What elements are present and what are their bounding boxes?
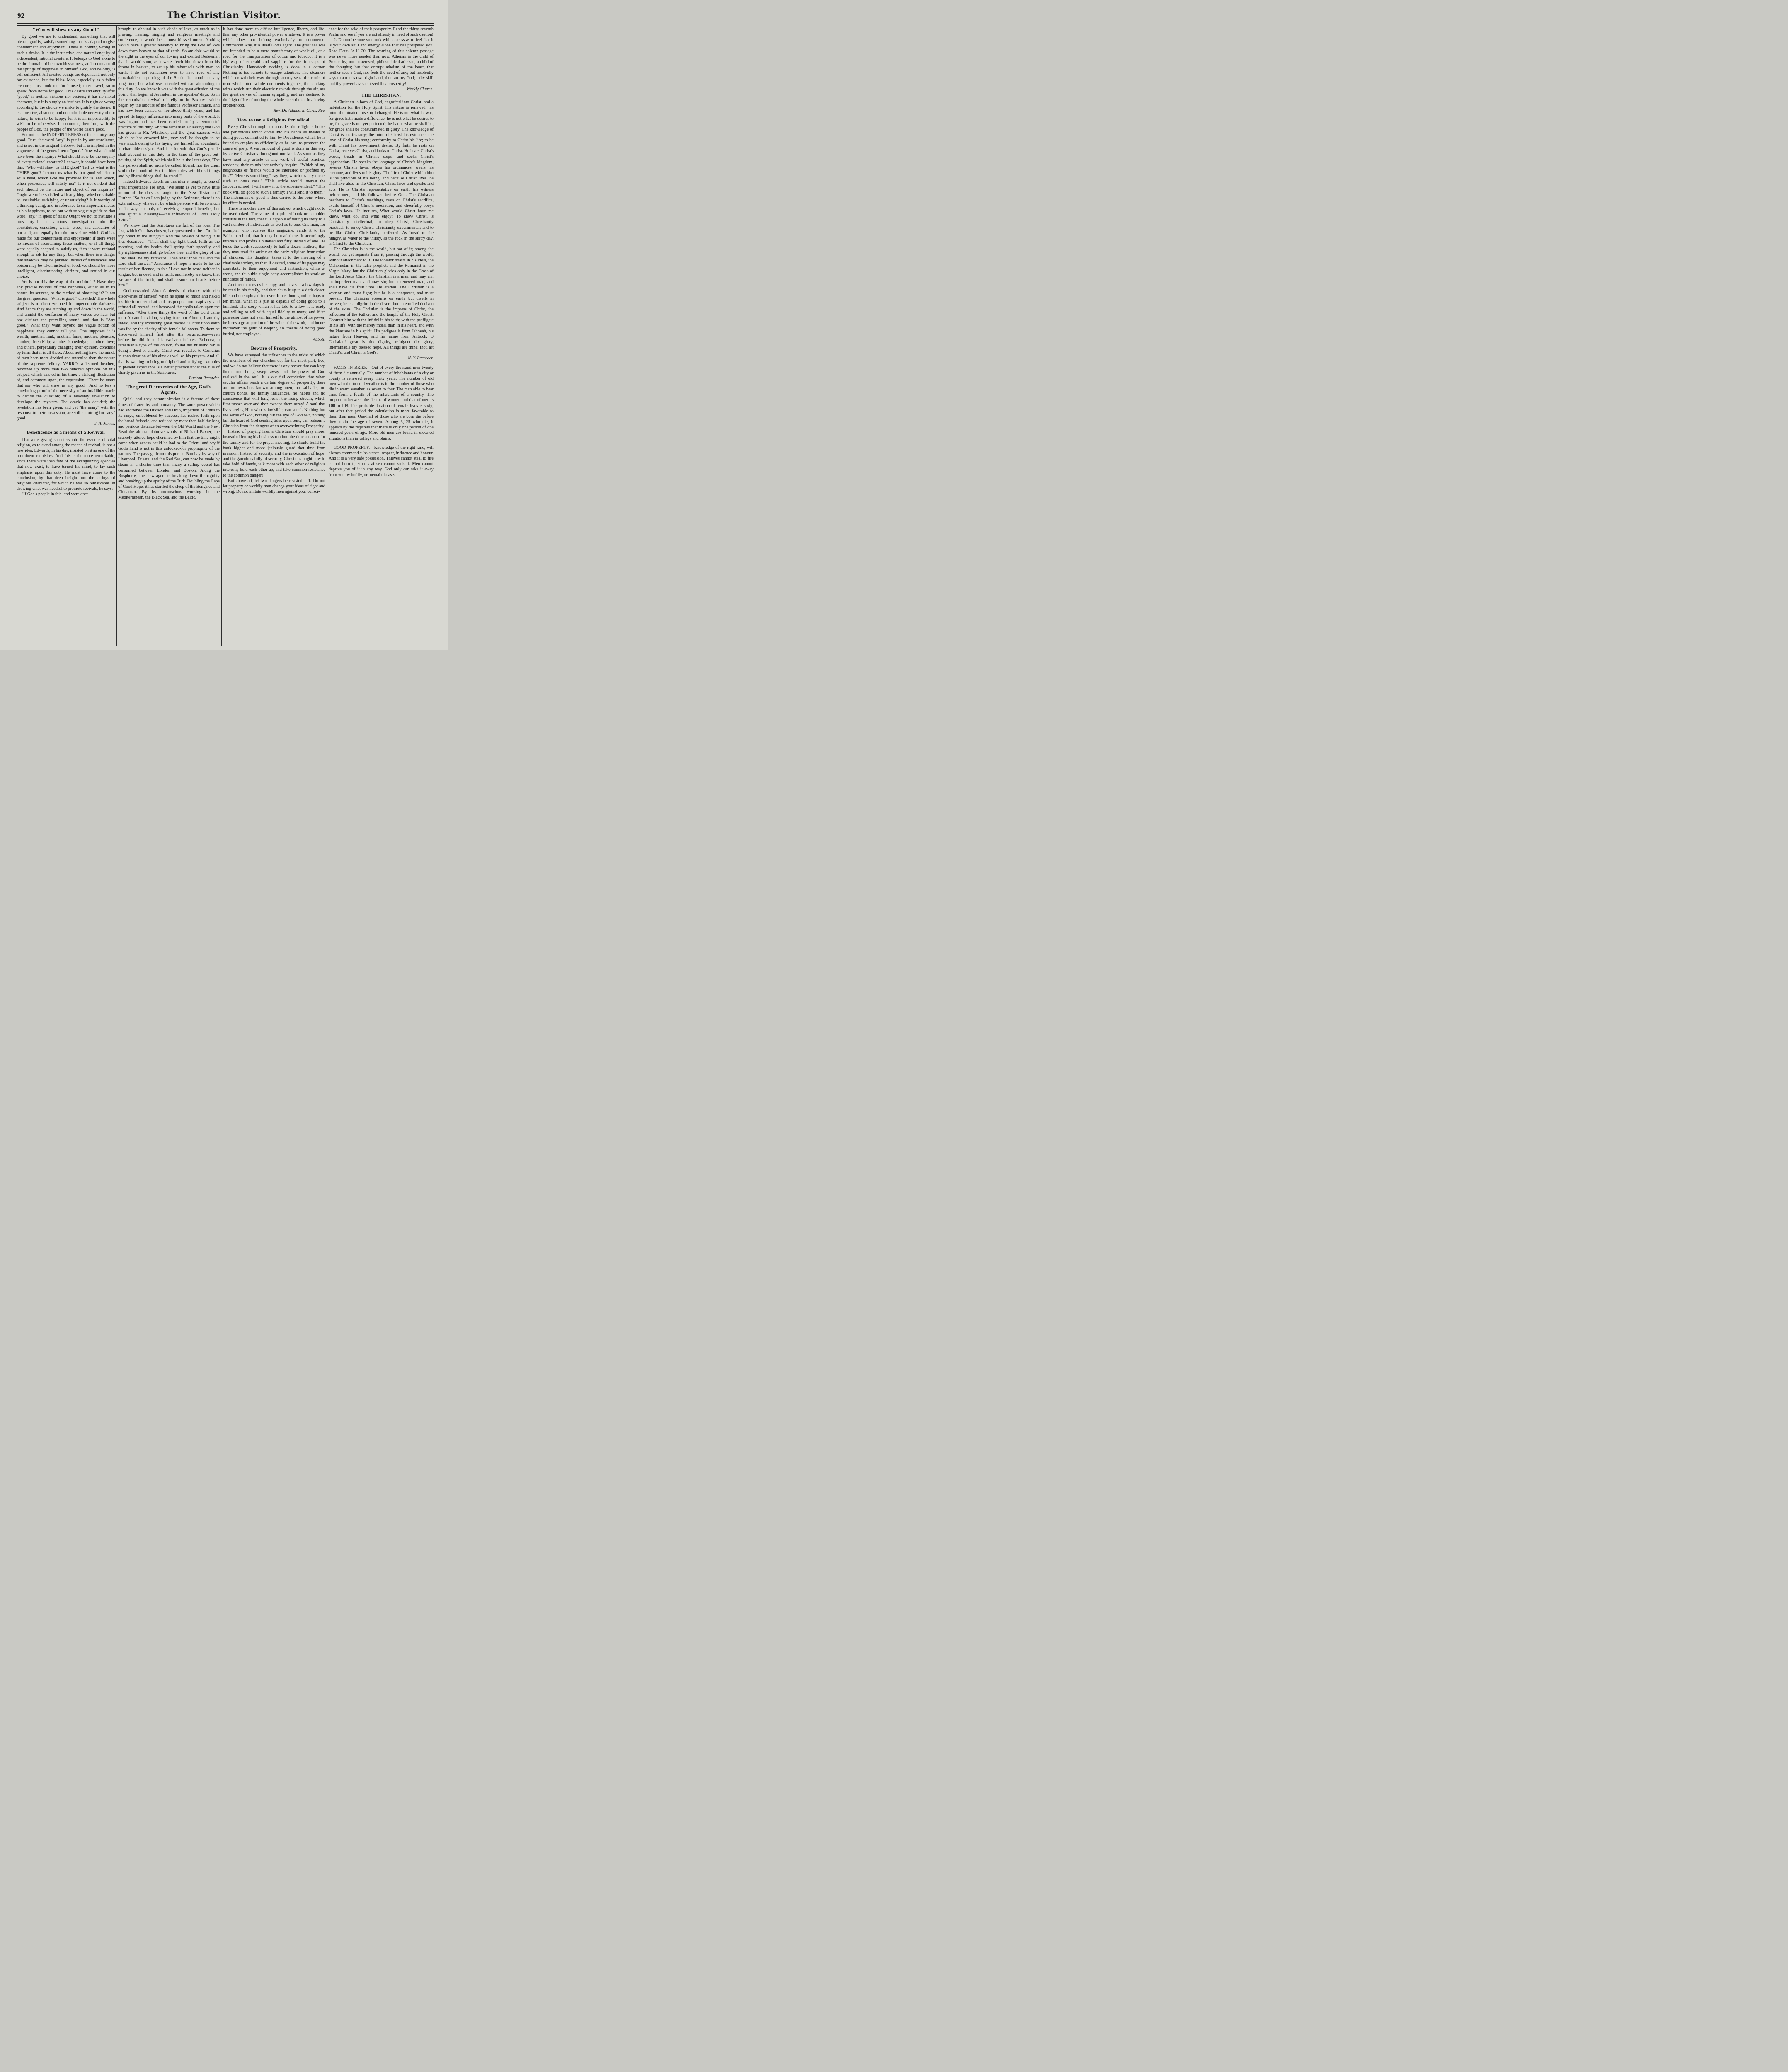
paragraph: There is another view of this subject which ought not to be overlooked. The value of a printed book or pamphlet consists in the fact, that it is capable of telling its story to a vast number of individuals as well as to one. One man, for example, who receives this magazine, sends it to the Sabbath school, that it may be read there. It accordingly interests and profits a hundred and fifty, instead of one. He lends the work successively to half a dozen mothers, that they may read the article on the early religious instruction of children. His daughter takes it to the meeting of a charitable society, so that, if desired, some of its pages may contribute to their enjoyment and instruction, while at work, and thus this single copy accomplishes its work on hundreds of minds. [223,206,325,282]
paragraph: Every Christian ought to consider the religious books and periodicals which come into his hands as means of doing good, committed to him by Providence, which he is bound to employ as efficiently as he can, to promote the cause of piety. A vast amount of good is done in this way by active Christians throughout our land. As soon as they have read any article or any work of useful practical tendency, their minds instinctively inquire, "Which of my neighbours or friends would be interested or profited by this?" "Here is something," say they, which exactly meets such an one's case." "This article would interest the Sabbath school; I will show it to the superintendent." "This book will do good to such a family; I will lend it to them." The instrument of good is thus carried to the point where its effect is needed. [223,124,325,206]
column-2 [118,27,220,645]
article-title-beneficence: Beneficence as a means of a Revival. [27,430,105,436]
article-separator [138,382,199,383]
article-signature: J. A. James. [94,421,115,426]
page-number: 92 [17,12,24,19]
paragraph: By good we are to understand, something that will please, gratify, satisfy: something that is adapted to give contentment and enjoyment. There is nothing wrong in such a desire. It is the instinctive, and natural enquiry of a dependent, rational creature. It belongs to God alone to be the fountain of his own blessedness, and to contain all the springs of happiness in himself. God, and he only, is self-sufficient. All created beings are dependent, not only for existence, but for bliss. Man, especially as a fallen creature, must look out for himself; must travel, so to speak, from home for good. This desire and enquiry after "good," is neither virtuous nor vicious; it has no moral character, but it is simply an instinct. It is right or wrong according to the choice we make to gratify the desire. It is a positive, absolute, and uncontrolable necessity of our nature, to wish to be happy; for it is an impossibility to wish to be otherwise. In common, therefore, with the people of God, the people of the world desire good. [17,34,115,132]
paragraph: But notice the INDEFINITENESS of the enquiry: any good. True, the word "any" is put in by our translators, and is not in the original Hebrew: but it is implied in the vagueness of the general term "good." Now what should have been the inquiry? What should now be the enquiry of every rational creature? I answer, it should have been this, "Who will shew us THE good? Tell us what is the CHIEF good? Instruct us what is that good which our souls need, which God has provided for us, and which, when possessed, will satisfy us?" Is it not evident that such should be the nature and object of our inquiries? Ought we to be satisfied with anything, whether suitable or unsuitable; satisfying or unsatisfying? Is it worthy of a thinking being, and in reference to so important matter as his happiness, to set out with so vague a guide as that word "any," in quest of bliss? Ought we not to institute a most rigid and anxious investigation into the constitution, condition, wants, woes, and capacities of our soul; and equally into the provisions which God has made for our contentment and enjoyment? If there were no means of ascertaining these matters, or if all things were equally adapted to satisfy us, then it were rational enough to ask for any thing: but when there is a danger that shadows may be pursued instead of substances; and poison may be taken instead of food, we should be more intelligent, discriminating, definite, and settled in our choice. [17,132,115,279]
column-3 [223,27,325,645]
paragraph: Instead of praying less, a Christian should pray more; instead of letting his business run into the time set apart for the family and for the prayer meeting, he should build the bank higher and more jealously guard that time from invasion. Instead of security, and the intoxication of hope, and the garrulous folly of security, Christians ought now to take hold of hands, talk more with each other of religious interests; hold each other up, and take common resistance to the common danger! [223,429,325,478]
paragraph: We know that the Scriptures are full of this idea. The fast, which God has chosen, is represented to be—"to deal thy bread to the hungry." And the reward of doing it is thus described—"Then shall thy light break forth as the morning, and thy health shall spring forth speedily, and thy righteousness shall go before thee, and the glory of the Lord shall be thy rereward. Then shalt thou call and the Lord shall answer." Assurance of hope is made to be the result of benificence, in this "Love not in word neither in tongue, but in deed and in truth; and hereby we know, that we are of the truth, and shall assure our hearts before him." [118,223,220,288]
article-signature: Abbott. [313,337,325,342]
paragraph: That alms-giving so enters into the essence of vital religion, as to stand among the means of revival, is not a new idea. Edwards, in his day, insisted on it as one of the prominent requisites. And this is the more remarkable, since there were then few of the evangelizing agencies that now exist, to have turned his mind, to lay such emphasis upon this duty. He must have come to the conclusion, by that deep insight into the springs of religious character, for which he was so remarkable. In showing what was needful to promote revivals, he says: [17,437,115,491]
column-4 [329,27,434,645]
paragraph: it has done more to diffuse intelligence, liberty, and life, than any other providential power whatever. It is a power which does not belong exclusively to commerce. Commerce! why, it is itself God's agent. The great sea was not intended to be a mere manufactory of whale-oil, or a road for the transportation of cotton and tobacco. It is a highway of emerald and sapphire for the footsteps of Christianity. Henceforth nothing is done in a corner. Nothing is too remote to escape attention. The steamers which crowd their way through stormy seas, the roads of iron which bind whole continents together, the clicking wires which run their electric network through the air, are the great nerves of human sympathy, and are destined to the high office of uniting the whole race of man in a loving brotherhood. [223,27,325,108]
paragraph: The Christian is in the world, but not of it; among the world, but yet separate from it; passing through the world, without attachment to it. The idolator boasts in his idols, the Mahometan in the false prophet, and the Romanist in the Virgin Mary, but the Christian glories only in the Cross of the Lord Jesus Christ, the Christian is a man, and may err; an imperfect man, and may sin; but a renewed man, and shall have his fruit unto life eternal. The Christian is a warrior, and must fight; but he is a conqueror, and must prevail. The Christian sojourns on earth, but dwells in heaven; he is a pilgrim in the desert, but an enrolled denizen of the skies. The Christian is the impress of Christ, the reflection of the Father, and the temple of the Holy Ghost. Contrast him with the infidel in his faith; with the profligate in his life; with the merely moral man in his heart, and with the Pharisee in his spirit. His pedigree is from Jehovah, his nature from Heaven, and his name from Antioch. O Christian! great is thy dignity, refulgent thy glory, interminable thy blessed hope. All things are thine; thou art Christ's, and Christ is God's. [329,247,434,356]
paragraph: brought to abound in such deeds of love, as much as in praying, hearing, singing and religious meetings and conference, it would be a most blessed omen. Nothing would have a greater tendency to bring the God of love down from heaven to that of earth. So amiable would be the sight in the eyes of our loving and exalted Redeemer, that it would soon, as it were, fetch him down from his throne in heaven, to set up his tabernacle with men on earth. I do not remember ever to have read of any remarkable out-pouring of the Spirit, that continued any long time, but what was attended with an abounding in this duty. So we know it was with the great effusion of the Spirit, that begun at Jerusalem in the apostles' days. So in the remarkable revival of religion in Saxony—which began by the labours of the famous Professor Franck, and has now been carried on for above thirty years, and has spread its happy influence into many parts of the world. It was begun and has been carried on by a wonderful practice of this duty. And the remarkable blessing that God has given to Mr. Whitfield, and the great success with which he has crowned him, may well be thought to be very much owing to his laying out himself so abundantly in charitable designs. And it is foretold that God's people shall abound in this duty in the time of the great out-pouring of the Spirit, which shall be in the latter days, 'The vile person shall no more be called liberal, nor the churl said to be bountiful. But the liberal deviseth liberal things and by liberal things shall he stand.'" [118,27,220,179]
paragraph: 2. Do not become so drunk with success as to feel that it is your own skill and energy alone that has prospered you. Read Deut. 8: 11-20. The warning of this solemn passage was never more needed than now. Atheism is the child of Prosperity; not an avowed, philosophical atheism, a child of the thoughts; but that corrupt atheism of the heart, that neither sees a God, nor feels the need of any; but insolently says to a man's own right hand, thou art my God;—thy skill and thy power have achieved this prosperity! [329,38,434,86]
paragraph: Indeed Edwards dwells on this idea at length, as one of great importance. He says, "We seem as yet to have little notion of the duty as taught in the New Testament." Further, "So far as I can judge by the Scripture, there is no external duty whatever, by which persons will be so much in the way, not only of receiving temporal benefits, but also spiritual blessings—the influences of God's Holy Spirit." [118,179,220,223]
column-1 [17,27,115,645]
newspaper-page [0,0,448,650]
paragraph: Quick and easy communication is a feature of these times of fraternity and humanity. The same power which had shortened the Hudson and Ohio, impatient of limits to its range, emboldened by success, has rushed forth upon the broad Atlantic, and reduced by more than half the long and perilous distance between the Old World and the New. Read the almost plaintive words of Richard Baxter; the scarcely-uttered hope cherished by him that the time might come when access could be had to the Orient, and say if God's hand is not in this unlooked-for propinquity of the nations. The passage from this port to Bombay by way of Liverpool, Trieste, and the Red Sea, can now be made by steam in a shorter time than many a sailing vessel has consumed between London and Boston. Along the Bosphorus, this new agent is breaking down the rigidity and breaking up the apathy of the Turk. Doubling the Cape of Good Hope, it has startled the sleep of the Bengalee and Chinaman. By its unconscious working in the Mediterranean, the Black Sea, and the Baltic, [118,397,220,500]
paragraph: God rewarded Abram's deeds of charity with rich discoveries of himself, when he spent so much and risked his life to redeem Lot and his people from captivity, and refused all reward, and bestowed the spoils taken upon the sufferers. "After these things the word of the Lord came unto Abram in vision, saying fear not Abram; I am thy shield, and thy exceeding great reward." Christ upon earth was fed by the charity of his female followers. To them he discovered himself first after the resurrection—even before he did it to his twelve disciples. Rebecca, a remarkable type of the church, found her husband while doing a deed of charity. Christ was revealed to Cornelius in consideration of his alms as well as his prayers. And all that is wanting to bring multiplied and edifying examples in present experience is a better practice under the rule of charity given us in the Scriptures. [118,288,220,375]
article-title-who-will-shew: "Who will shew us any Good!" [32,27,99,32]
header-rule-thin [17,25,434,26]
paragraph-facts-in-brief: FACTS IN BRIEF.—Out of every thousand men twenty of them die annually. The number of inhabitants of a city or county is renewed every thirty years. The number of old men who die in cold weather is to the number of those who die in warm weather, as seven to four. The men able to bear arms form a fourth of the inhabitants of a country. The proportion between the deaths of women and that of men is 100 to 108. The probable duration of female lives is sixty; but after that period the calculation is more favorable to them than men. One-half of those who are born die before they attain the age of seven. Among 3,125 who die, it appears by the registers that there is only one person of one hundred years of age. More old men are found in elevated situations than in valleys and plains. [329,365,434,441]
page-header [17,9,431,24]
header-rule [17,23,434,24]
article-signature: Weekly Church. [406,87,434,92]
paragraph: "If God's people in this land were once [22,492,89,497]
article-title-religious-periodical: How to use a Religious Periodical. [237,117,311,123]
article-title-beware-prosperity: Beware of Prosperity. [251,346,298,351]
paragraph: ence for the sake of their prosperity. Read the thirty-seventh Psalm and see if you are not already in need of such caution! [329,27,434,37]
column-divider [221,26,222,646]
paragraph-good-property: GOOD PROPERTY.—Knowledge of the right kind, will always command subsistence, respect, influence and honour. And it is a very safe possession. Thieves cannot steal it; fire cannot burn it; storms at sea cannot sink it. Men cannot deprive you of it in any way. God only can take it away from you by bodily, or mental disease. [329,445,434,477]
masthead-title: The Christian Visitor. [167,10,281,21]
paragraph: Yet is not this the way of the multitude? Have they any precise notions of true happiness, either as to its nature, its sources, or the method of obtaining it? Is not the great question, "What is good," unsettled? The whole subject is to them wrapped in impenetrable darkness. And hence they are running up and down in the world, and amidst the confusion of many voices we hear but one distinct and prevailing sound, and that is "Any good." What they want beyond the vague notion of happiness, they cannot tell you. One supposes it is wealth; another, rank; another, fame; another, pleasure; another, friendship; another knowledge; another, love; and others, perpetually changing their opinion, conclude by turns that it is all these. About nothing have the minds of men been more divided and unsettled than the nature of the supreme felicity. VARRO, a learned heathen, reckoned up more than two hundred opinions on this subject, which existed in his time: a striking illustration of, and comment upon, the expression, "There be many that say who will shew us any good." And no less a convincing proof of the necessity of an infallible oracle to decide the question; of a heavenly revelation to develope the mystery. The oracle has decided; the revelation has been given, and yet "the many" with the response in their possession, are still enquiring for "any" good. [17,280,115,421]
paragraph: We have surveyed the influences in the midst of which the members of our churches do, for the most part, live, and we do not believe that there is any power that can keep them from being swept away, but the power of God realized in the soul. It is our full conviction that when secular affairs reach a certain degree of prosperity, there are no restraints known among men, no sabbaths, no church bonds, no family influences, no habits and no conscience that will long resist the rising stream, which first rushes over and then sweeps them away! A soul that lives seeing Him who is invisible, can stand. Nothing but the sense of God, nothing but the eye of God felt, nothing but the heart of God sending tides upon ours, can redeem a Christian from the dangers of an overwhelming Prosperity. [223,353,325,429]
column-divider [116,26,117,646]
paragraph: A Christian is born of God, engrafted into Christ, and a habitation for the Holy Spirit. His nature is renewed, his mind illuminated, his spirit changed. He is not what he was, for grace hath made a difference; he is not what he desires to be, for grace is not yet perfected; he is not what he shall be, for grace shall be consummated in glory. The knowledge of Christ is his treasury; the mind of Christ his evidence; the love of Christ his song; conformity to Christ his life; to be with Christ his pre-eminent desire. By faith he rests on Christ, receives Christ, and looks to Christ. He hears Christ's words, treads in Christ's steps, and seeks Christ's approbation. He speaks the language of Christ's kingdom, reveres Christ's laws, obeys his ordinances, wears his costume, and lives to his glory. The life of Christ within him is the principle of his being; and because Christ lives, he shall live also. In the Christian, Christ lives and speaks and acts. He is Christ's representative on earth, his witness before men, and his follower before God. The Christian hearkens to Christ's teachings, rests on Christ's sacrifice, avails himself of Christ's mediation, and cheerfully obeys Christ's laws. He inquires, What would Christ have me know, what do, and what enjoy? To know Christ, is Christianity intellectual; to obey Christ, Christianity practical; to enjoy Christ, Christianity experimental; and to be like Christ, Christianity perfected. As bread to the hungry, as water to the thirsty, as the rock in the sultry day, is Christ to the Christian. [329,100,434,247]
article-title-the-christian: THE CHRISTIAN. [361,92,401,98]
article-signature: N. Y. Recorder. [408,356,434,361]
paragraph: Another man reads his copy, and leaves it a few days to be read in his family, and then shuts it up in a dark closet, idle and unemployed for ever. It has done good perhaps to ten minds, when it is just as capable of doing good to a hundred. The story which it has told to a few, it is ready and willing to tell with equal fidelity to many, and if its possessor does not avail himself to the utmost of its power, he loses a great portion of the value of the work, and incurs moreover the guilt of keeping his means of doing good buried, not employed. [223,283,325,336]
article-signature: Puritan Recorder. [189,376,220,380]
paragraph: But above all, let two dangers be resisted— 1. Do not let property or worldly men change your ideas of right and wrong. Do not imitate worldly men against your consci- [223,478,325,494]
article-title-great-discoveries: The great Discoveries of the Age, God's Agents. [126,385,211,395]
article-signature: Rev. Dr. Adams, in Chris. Rev. [273,109,325,114]
